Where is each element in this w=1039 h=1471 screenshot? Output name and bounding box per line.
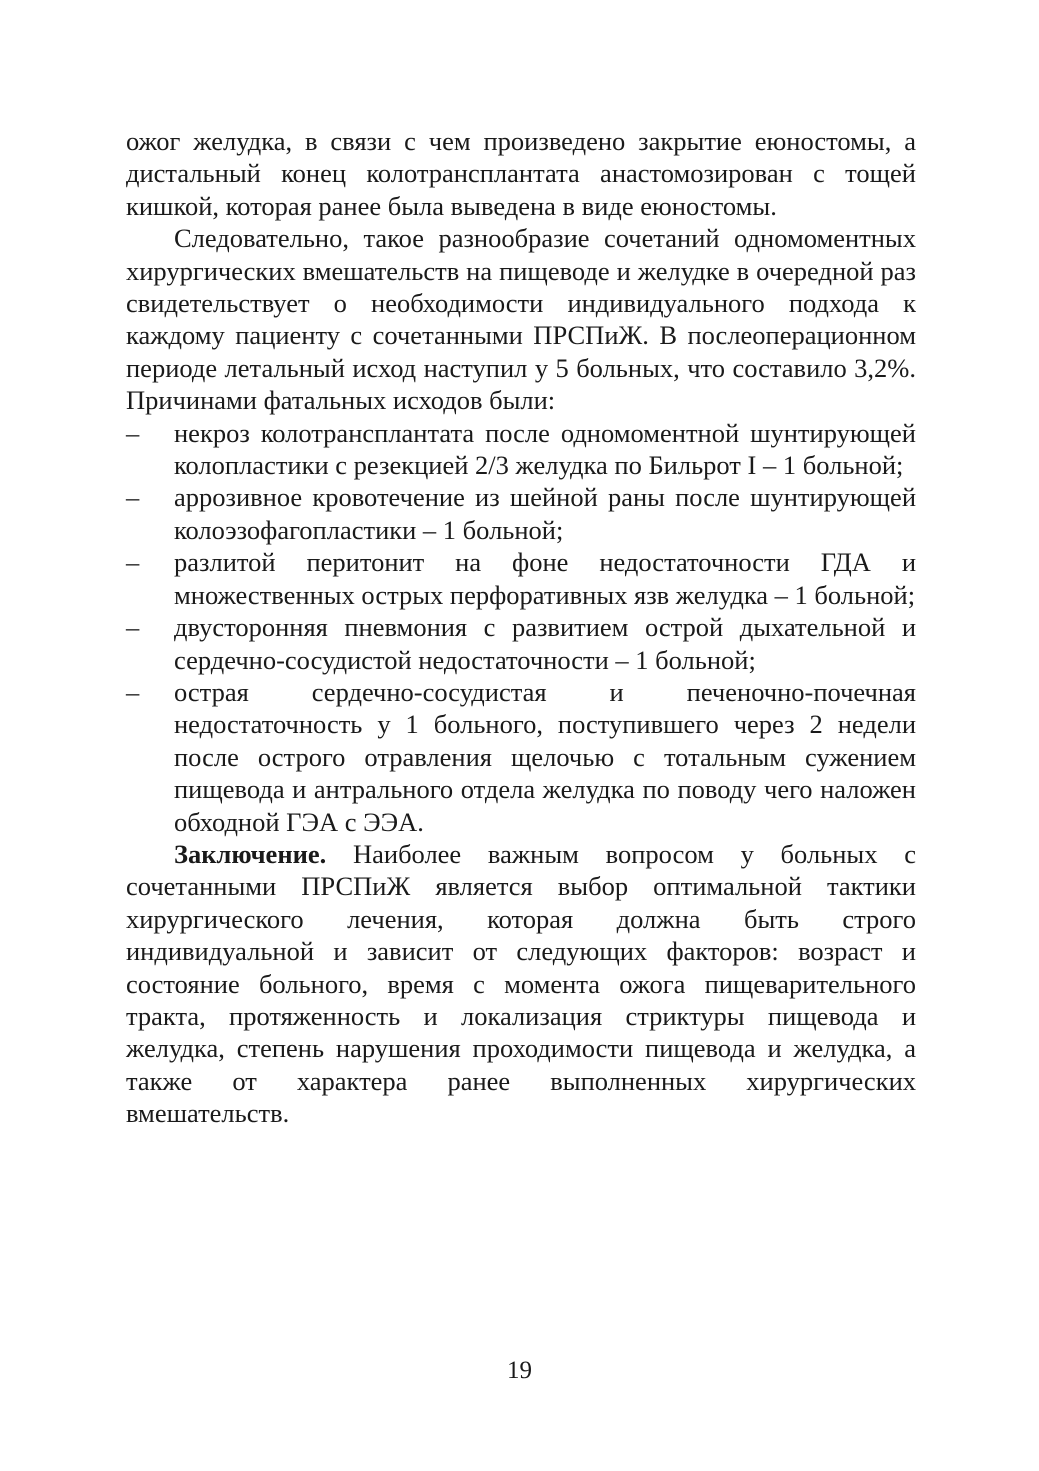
- paragraph-continuation: ожог желудка, в связи с чем произведено закрытие еюностомы, а дистальный конец колотрансплантата анастомозирован с тощей кишкой, которая ранее была выведена в виде еюностомы.: [126, 126, 916, 221]
- list-item-text: аррозивное кровотечение из шейной раны после шунтирующей колоэзофагопластики – 1 больной;: [174, 482, 916, 545]
- list-dash: –: [126, 482, 140, 513]
- list-item: [126, 676, 916, 838]
- page-number: 19: [507, 1357, 532, 1384]
- list-item: [126, 417, 916, 482]
- paragraph-conclusion: [126, 838, 916, 1130]
- list-item-text: разлитой перитонит на фоне недостаточности ГДА и множественных острых перфоративных язв желудка – 1 больной;: [174, 547, 916, 610]
- list-dash: –: [126, 417, 140, 448]
- list-dash: –: [126, 547, 140, 578]
- list-dash: –: [126, 612, 140, 643]
- conclusion-label: Заключение.: [174, 838, 327, 869]
- conclusion-text: Наиболее важным вопросом у больных с сочетанными ПРСПиЖ является выбор оптимальной тактики хирургического лечения, которая должна быть строго индивидуальной и зависит от следующих факторов: возраст и состояние больного, время с момента ожога пищеварительного тракта, протяженность и локализация стриктуры пищевода и желудка, степень нарушения проходимости пищевода и желудка, а также от характера ранее выполненных хирургических вмешательств.: [126, 838, 916, 1129]
- list-item-text: некроз колотрансплантата после одномоментной шунтирующей колопластики с резекцией 2/3 желудка по Бильрот I – 1 больной;: [174, 417, 916, 481]
- list-dash: –: [126, 676, 140, 707]
- list-item: [126, 546, 916, 611]
- list-item-text: двусторонняя пневмония с развитием острой дыхательной и сердечно-сосудистой недостаточности – 1 больной;: [174, 612, 916, 675]
- list-item: [126, 611, 916, 676]
- list-item-text: острая сердечно-сосудистая и печеночно-почечная недостаточность у 1 больного, поступившего через 2 недели после острого отравления щелочью с тотальным сужением пищевода и антрального отдела желудка по поводу чего наложен обходной ГЭА с ЭЭА.: [174, 676, 916, 837]
- paragraph-results: Следовательно, такое разнообразие сочетаний одномоментных хирургических вмешательств на пищеводе и желудке в очередной раз свидетельствует о необходимости индивидуального подхода к каждому пациенту с сочетанными ПРСПиЖ. В послеоперационном периоде летальный исход наступил у 5 больных, что составило 3,2%. Причинами фатальных исходов были:: [126, 223, 916, 416]
- page-body: [126, 125, 916, 1130]
- list-item: [126, 481, 916, 546]
- fatal-outcomes-list: [126, 417, 916, 838]
